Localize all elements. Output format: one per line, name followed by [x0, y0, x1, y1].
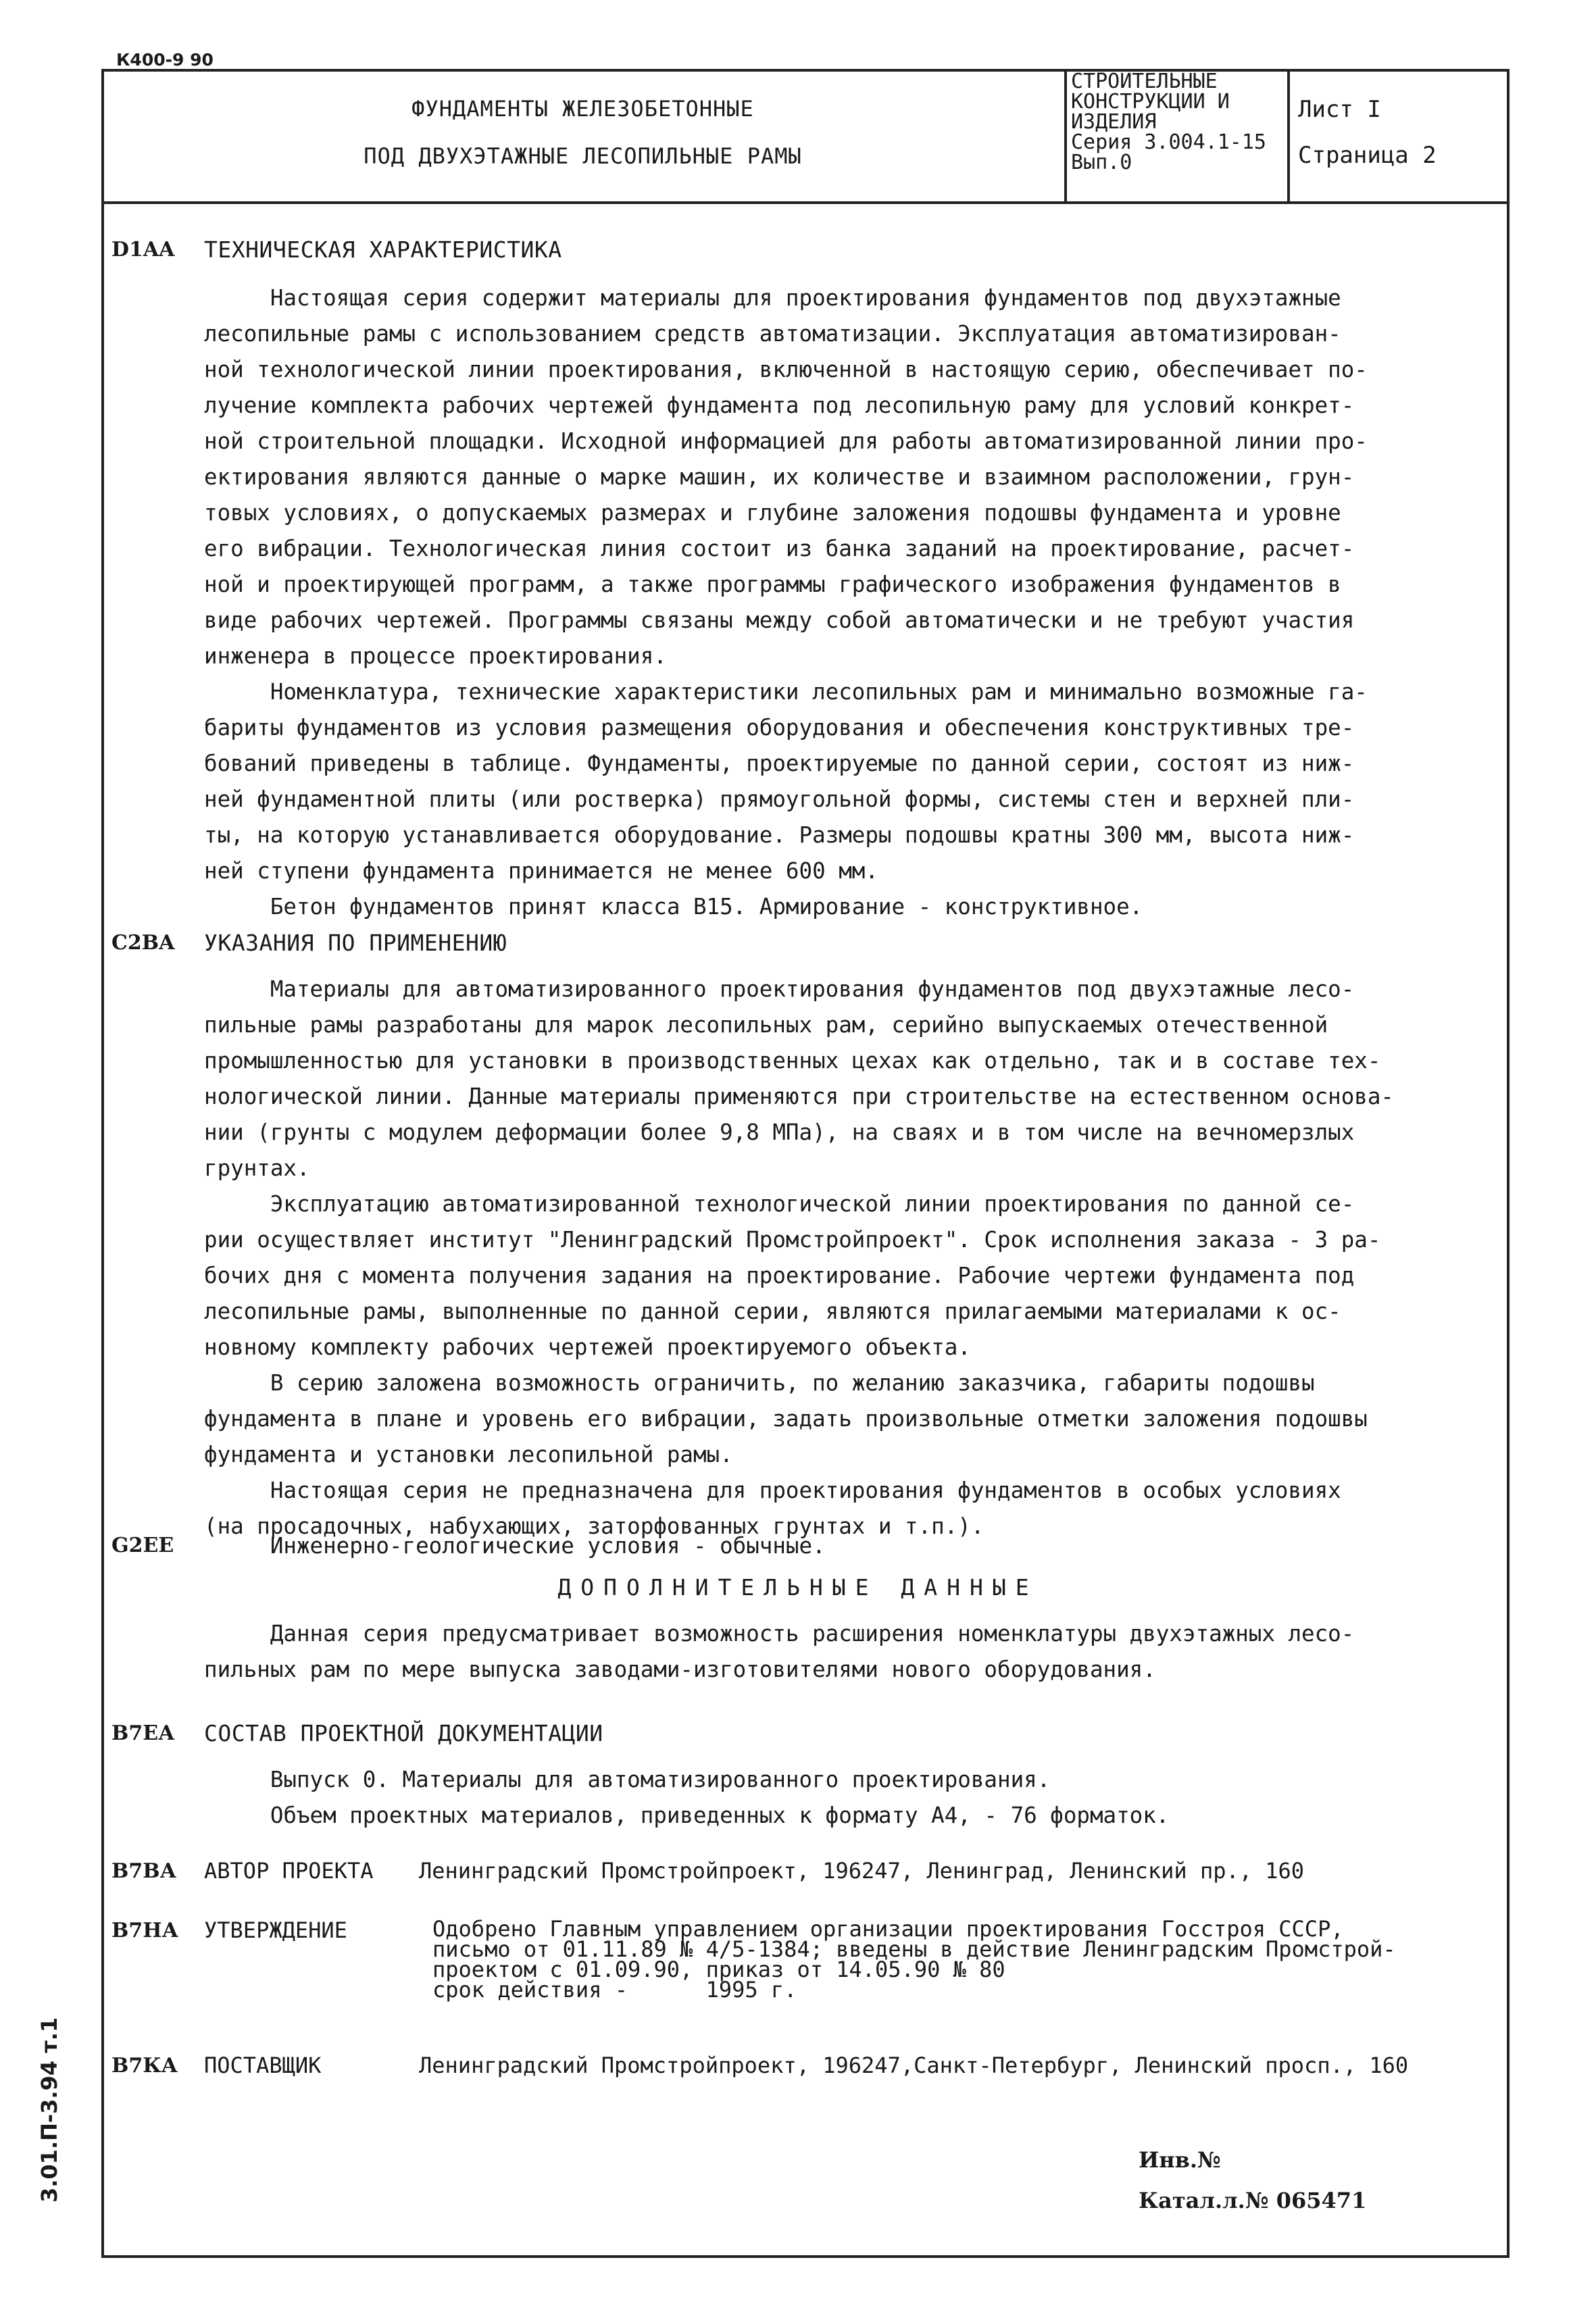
text-line: Номенклатура, технические характеристики лесопильных рам и минимально возможные га-	[204, 679, 1368, 705]
text-line: грунтах.	[204, 1155, 310, 1181]
text-line: виде рабочих чертежей. Программы связаны между собой автоматически и не требуют участия	[204, 607, 1355, 633]
text-line: нии (грунты с модулем деформации более 9,8 МПа), на сваях и в том числе на вечномерзлых	[204, 1120, 1355, 1145]
tech-paragraph	[204, 280, 1488, 925]
side-code: 3.01.П-3.94 т.1	[36, 2017, 62, 2203]
text-line: Материалы для автоматизированного проектирования фундаментов под двухэтажные лесо-	[204, 976, 1355, 1002]
section-title-tech: ТЕХНИЧЕСКАЯ ХАРАКТЕРИСТИКА	[204, 236, 562, 263]
text-line: рии осуществляет институт "Ленинградский Промстройпроект". Срок исполнения заказа - 3 ра-	[204, 1227, 1381, 1253]
text-line: ной строительной площадки. Исходной информацией для работы автоматизированной линии про-	[204, 428, 1368, 454]
category-line: СТРОИТЕЛЬНЫЕ	[1071, 70, 1218, 93]
docs-paragraph	[204, 1762, 1488, 1834]
text-line: ной технологической линии проектирования, включенной в настоящую серию, обеспечивает по-	[204, 357, 1368, 382]
text-line: Настоящая серия не предназначена для проектирования фундаментов в особых условиях	[204, 1478, 1341, 1503]
text-line: ной и проектирующей программ, а также программы графического изображения фундаментов в	[204, 572, 1341, 597]
catalog-number: Катал.л.№ 065471	[1139, 2188, 1367, 2213]
title-line-1: ФУНДАМЕНТЫ ЖЕЛЕЗОБЕТОННЫЕ	[412, 96, 754, 122]
text-line: пильных рам по мере выпуска заводами-изготовителями нового оборудования.	[204, 1657, 1156, 1682]
section-title-usage: УКАЗАНИЯ ПО ПРИМЕНЕНИЮ	[204, 930, 507, 956]
text-line: пильные рамы разработаны для марок лесопильных рам, серийно выпускаемых отечественной	[204, 1012, 1328, 1038]
supplier-label: ПОСТАВЩИК	[204, 2053, 322, 2078]
text-line: новному комплекту рабочих чертежей проектируемого объекта.	[204, 1334, 971, 1360]
text-line: (на просадочных, набухающих, заторфованных грунтах и т.п.).	[204, 1513, 984, 1539]
author-text: Ленинградский Промстройпроект, 196247, Ленинград, Ленинский пр., 160	[419, 1858, 1305, 1884]
approval-label: УТВЕРЖДЕНИЕ	[204, 1917, 347, 1943]
section-code-usage: C2BA	[111, 931, 175, 955]
title-line-2: ПОД ДВУХЭТАЖНЫЕ ЛЕСОПИЛЬНЫЕ РАМЫ	[364, 143, 802, 169]
text-line: срок действия - 1995 г.	[432, 1977, 797, 2003]
text-line: Данная серия предусматривает возможность расширения номенклатуры двухэтажных лесо-	[204, 1621, 1355, 1646]
extra-paragraph	[204, 1616, 1488, 1688]
text-line: Бетон фундаментов принят класса В15. Армирование - конструктивное.	[204, 894, 1143, 920]
section-code-tech: D1AA	[111, 238, 175, 261]
supplier-text: Ленинградский Промстройпроект, 196247,Санкт-Петербург, Ленинский просп., 160	[419, 2053, 1409, 2078]
text-line: ней ступени фундамента принимается не менее 600 мм.	[204, 858, 878, 884]
section-title-docs: СОСТАВ ПРОЕКТНОЙ ДОКУМЕНТАЦИИ	[204, 1720, 603, 1746]
usage-paragraph	[204, 972, 1488, 1544]
geo-paragraph	[204, 1528, 1488, 1564]
text-line: инженера в процессе проектирования.	[204, 643, 667, 669]
section-code-supplier: В7КА	[111, 2054, 178, 2078]
text-line: лесопильные рамы с использованием средств автоматизации. Эксплуатация автоматизирован-	[204, 321, 1341, 347]
text-line: письмо от 01.11.89 № 4/5-1384; введены в действие Ленинградским Промстрой-	[432, 1936, 1396, 1962]
document-code: К400-9 90	[116, 50, 214, 70]
text-line: Одобрено Главным управлением организации проектирования Госстроя СССР,	[432, 1916, 1344, 1942]
text-line: бочих дня с момента получения задания на проектирование. Рабочие чертежи фундамента под	[204, 1263, 1355, 1288]
text-line: бований приведены в таблице. Фундаменты, проектируемые по данной серии, состоят из ниж-	[204, 751, 1355, 776]
inventory-number: Инв.№	[1139, 2147, 1221, 2173]
text-line: бариты фундаментов из условия размещения оборудования и обеспечения конструктивных тре-	[204, 715, 1355, 740]
sheet-number: Лист I	[1298, 96, 1381, 123]
text-line: В серию заложена возможность ограничить, по желанию заказчика, габариты подошвы	[204, 1370, 1315, 1396]
category-line: Серия 3.004.1-15	[1071, 130, 1266, 154]
text-line: фундамента и установки лесопильной рамы.	[204, 1442, 733, 1467]
category-line: КОНСТРУКЦИИ И	[1071, 90, 1230, 114]
section-code-docs: В7ЕА	[111, 1721, 175, 1745]
geo-text: Инженерно-геологические условия - обычные.	[204, 1533, 826, 1559]
text-line: Выпуск 0. Материалы для автоматизированного проектирования.	[204, 1767, 1051, 1792]
text-line: Объем проектных материалов, приведенных к формату А4, - 76 форматок.	[204, 1803, 1170, 1828]
text-line: нологической линии. Данные материалы применяются при строительстве на естественном основа-	[204, 1084, 1394, 1109]
section-code-author: В7ВА	[111, 1859, 177, 1883]
text-line: его вибрации. Технологическая линия состоит из банка заданий на проектирование, расчет-	[204, 536, 1355, 561]
text-line: ней фундаментной плиты (или ростверка) прямоугольной формы, системы стен и верхней пли-	[204, 786, 1355, 812]
text-line: Настоящая серия содержит материалы для проектирования фундаментов под двухэтажные	[204, 285, 1341, 311]
section-code-approval: В7НА	[111, 1919, 179, 1942]
category-line: ИЗДЕЛИЯ	[1071, 110, 1157, 134]
text-line: проектом с 01.09.90, приказ от 14.05.90 № 80	[432, 1957, 1005, 1982]
text-line: фундамента в плане и уровень его вибрации, задать произвольные отметки заложения подошвы	[204, 1406, 1368, 1432]
text-line: промышленностью для установки в производственных цехах как отдельно, так и в составе тех-	[204, 1048, 1381, 1074]
text-line: лесопильные рамы, выполненные по данной серии, являются прилагаемыми материалами к ос-	[204, 1299, 1341, 1324]
approval-text	[432, 1916, 1396, 2003]
text-line: ектирования являются данные о марке машин, их количестве и взаимном расположении, грун-	[204, 464, 1355, 490]
text-line: Эксплуатацию автоматизированной технологической линии проектирования по данной се-	[204, 1191, 1355, 1217]
author-label: АВТОР ПРОЕКТА	[204, 1858, 374, 1884]
category-line: Вып.0	[1071, 151, 1132, 174]
text-line: товых условиях, о допускаемых размерах и глубине заложения подошвы фундамента и уровне	[204, 500, 1341, 526]
page-number: Страница 2	[1298, 142, 1437, 169]
extra-data-title: ДОПОЛНИТЕЛЬНЫЕ ДАННЫЕ	[557, 1574, 1039, 1601]
sheet-cell	[1287, 69, 1507, 201]
section-code-geo: G2EE	[111, 1534, 174, 1557]
text-line: ты, на которую устанавливается оборудование. Размеры подошвы кратны 300 мм, высота ниж-	[204, 822, 1355, 848]
text-line: лучение комплекта рабочих чертежей фундамента под лесопильную раму для условий конкрет-	[204, 393, 1355, 418]
title-block	[101, 69, 1510, 204]
